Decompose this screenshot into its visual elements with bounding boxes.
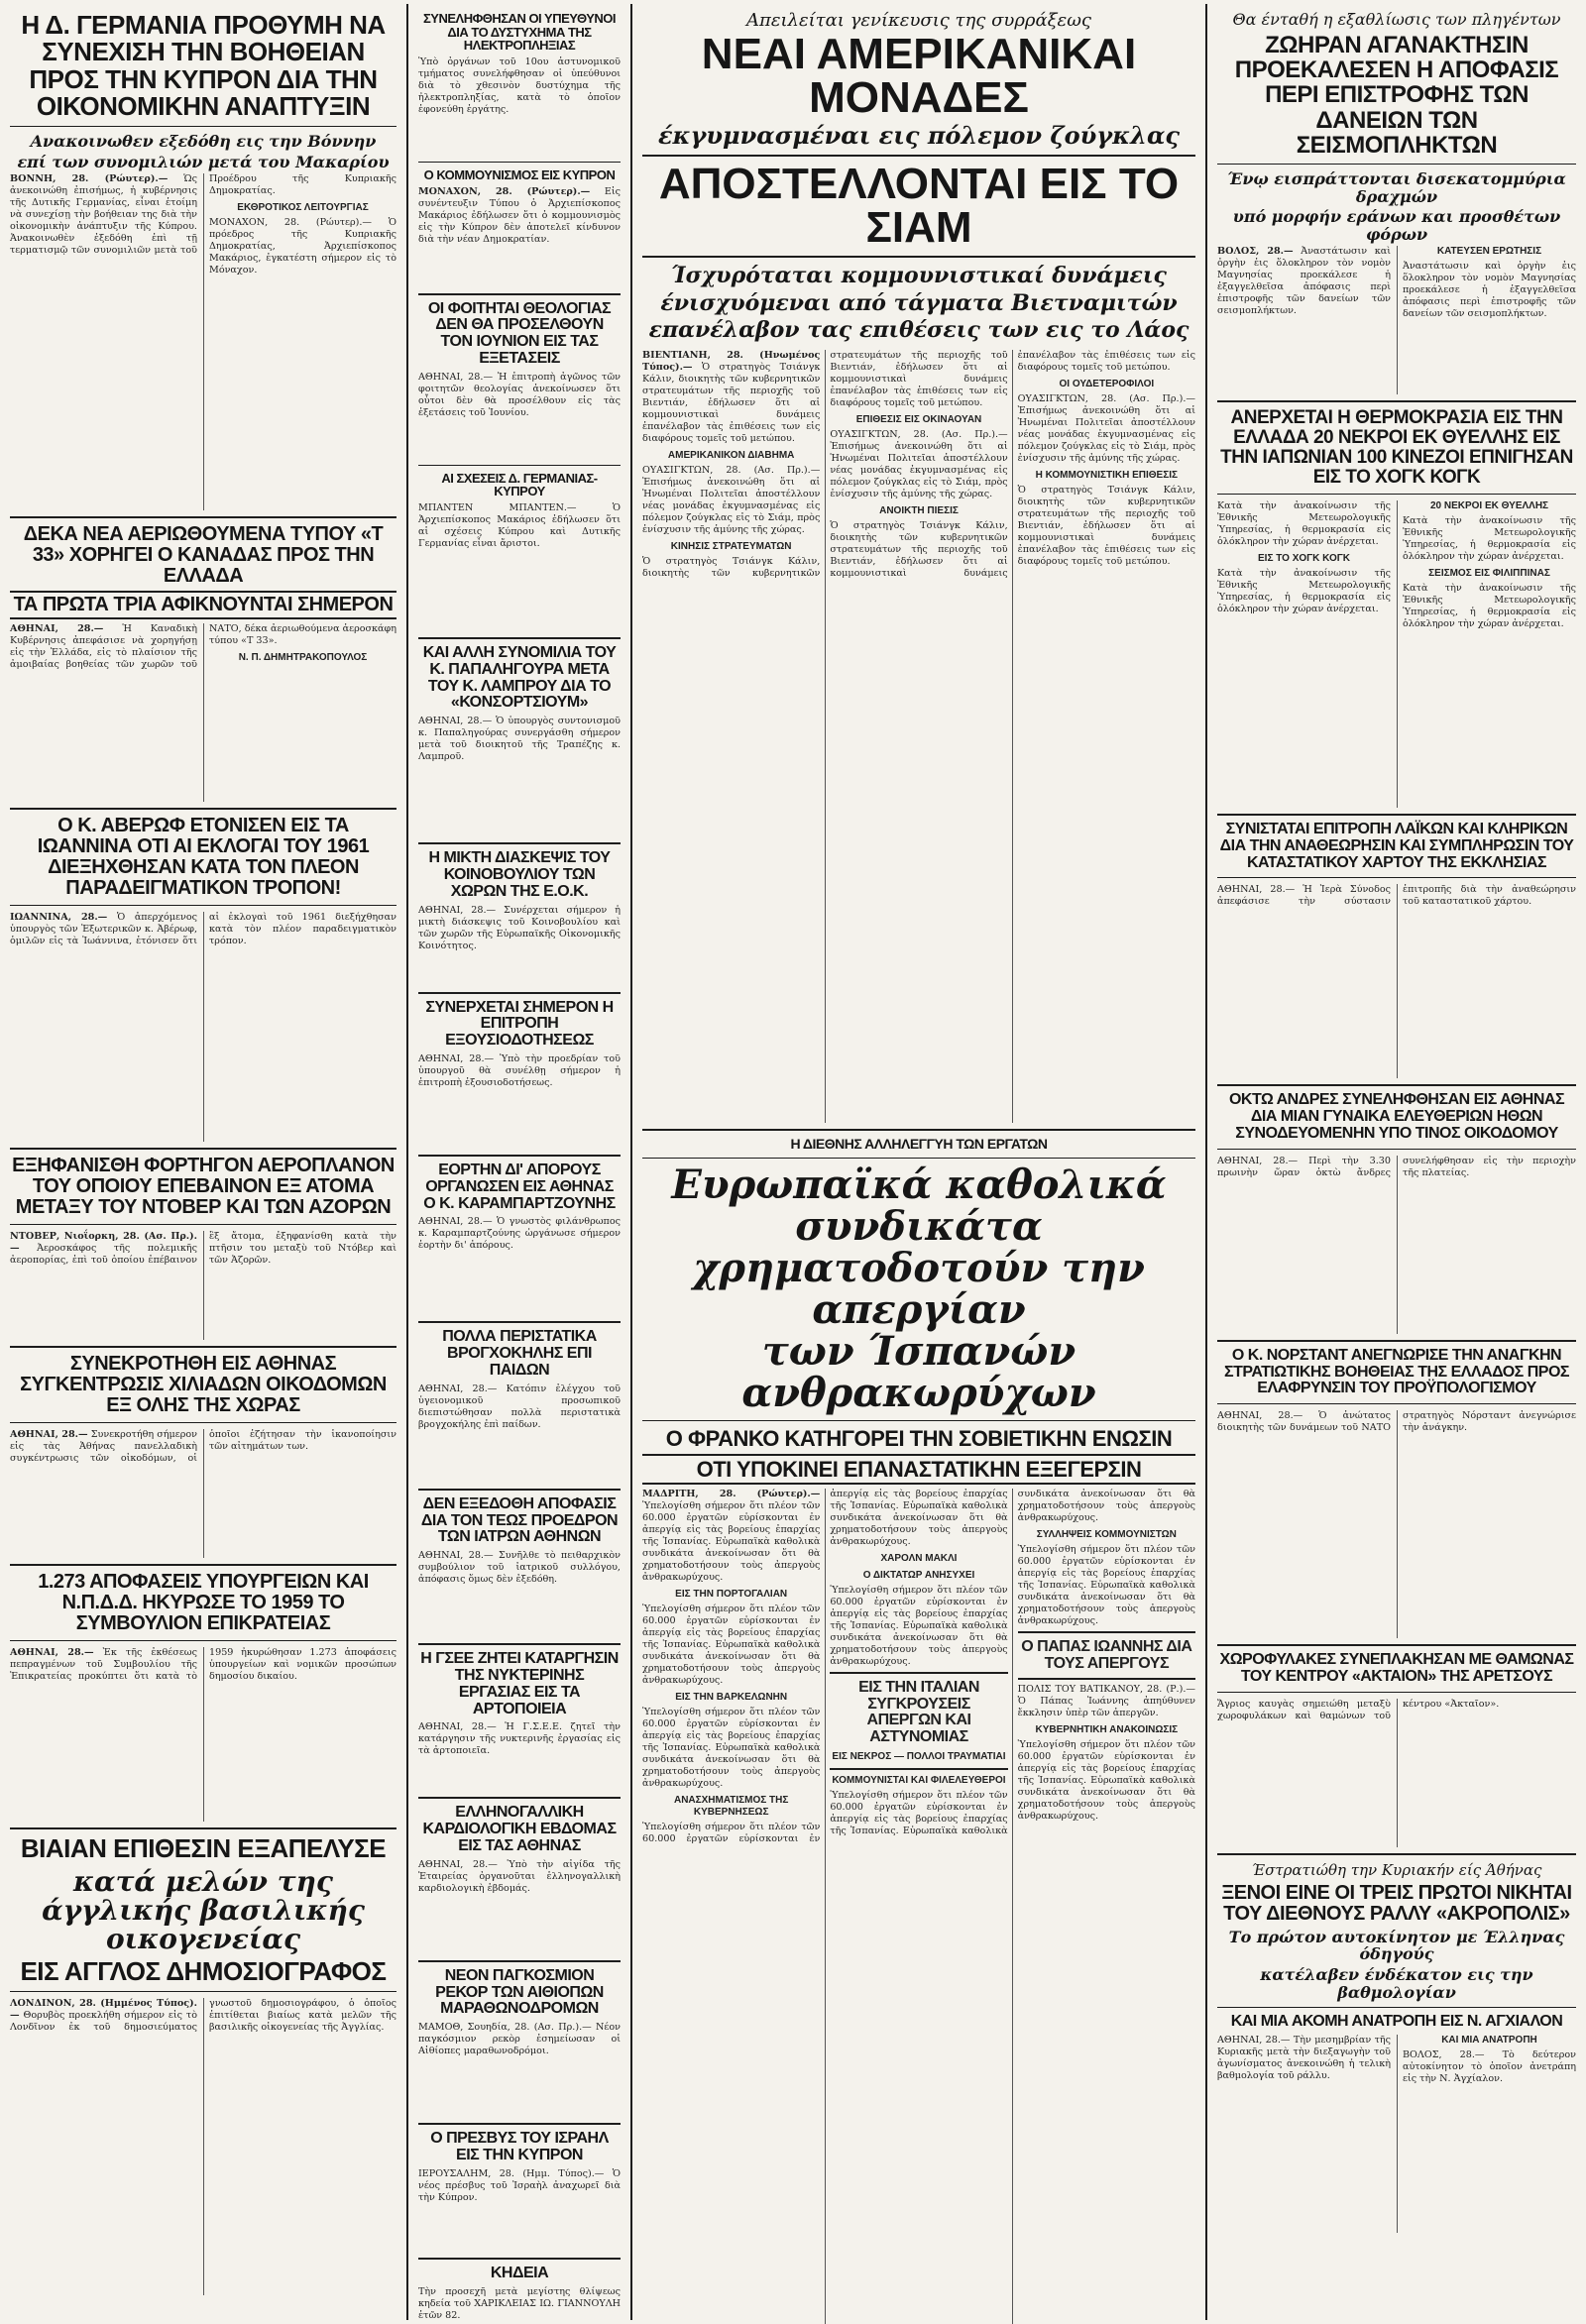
article-text: Τὴν προσεχῆ μετὰ μεγίστης θλίψεως κηδεία τοῦ ΧΑΡΙΚΛΕΙΑΣ ΙΩ. ΓΙΑΝΝΟΥΛΗ ἐτῶν 82. — [418, 2285, 621, 2321]
article-text: ΑΘΗΝΑΙ, 28.— Ἐκ τῆς ἐκθέσεως πεπραγμένων τοῦ Συμβουλίου τῆς Ἐπικρατείας προκύπτει ὅτι κατὰ τὸ 1959 ἠκυρώθησαν 1.273 ἀποφάσεις ὑπουργείων καὶ νομικῶν προσώπων δημοσίου δικαίου. — [10, 1647, 396, 1683]
headline: ΠΟΛΛΑ ΠΕΡΙΣΤΑΤΙΚΑ ΒΡΟΓΧΟΚΗΛΗΣ ΕΠΙ ΠΑΙΔΩΝ — [442, 1328, 597, 1379]
article-text: ΜΠΑΝΤΕΝ ΜΠΑΝΤΕΝ.— Ὁ Ἀρχιεπίσκοπος Μακάριος ἐδήλωσεν ὅτι αἱ σχέσεις Κύπρου καὶ Δυτικῆς Γερμανίας εἶναι ἄριστοι. — [418, 502, 621, 550]
subheadline: Ίσχυρόταται κομμουνιστικαί δυνάμεις — [671, 263, 1167, 289]
column-left — [0, 0, 406, 2324]
headline-germany-cyprus: Η Δ. ΓΕΡΜΑΝΙΑ ΠΡΟΘΥΜΗ ΝΑ ΣΥΝΕΧΙΣΗ ΤΗΝ ΒΟΗΘΕΙΑΝ ΠΡΟΣ ΤΗΝ ΚΥΠΡΟΝ ΔΙΑ ΤΗΝ ΟΙΚΟΝΟΜΙΚΗΝ ΑΝΑΠΤΥΞΙΝ — [21, 10, 386, 121]
article-text: Ἄγριος καυγὰς σημειώθη μεταξὺ χωροφυλάκων καὶ θαμώνων τοῦ κέντρου «Ἀκταῖον». — [1217, 1698, 1500, 1721]
subheadline: ΟΤΙ ΥΠΟΚΙΝΕΙ ΕΠΑΝΑΣΤΑΤΙΚΗΝ ΕΞΕΓΕΡΣΙΝ — [696, 1456, 1142, 1482]
subheadline: Ένῳ εισπράττονται δισεκατομμύρια δραχμών — [1227, 168, 1566, 206]
headline: Η ΓΣΕΕ ΖΗΤΕΙ ΚΑΤΑΡΓΗΣΙΝ ΤΗΣ ΝΥΚΤΕΡΙΝΗΣ ΕΡΓΑΣΙΑΣ ΕΙΣ ΤΑ ΑΡΤΟΠΟΙΕΙΑ — [420, 1650, 619, 1717]
headline-script: κατά μελών της άγγλικής βασιλικής οικογενείας — [42, 1864, 365, 1956]
headline: Ο ΚΟΜΜΟΥΝΙΣΜΟΣ ΕΙΣ ΚΥΠΡΟΝ — [423, 166, 616, 182]
headline: Η ΜΙΚΤΗ ΔΙΑΣΚΕΨΙΣ ΤΟΥ ΚΟΙΝΟΒΟΥΛΙΟΥ ΤΩΝ ΧΩΡΩΝ ΤΗΣ Ε.Ο.Κ. — [428, 849, 611, 900]
headline: ΕΛΛΗΝΟΓΑΛΛΙΚΗ ΚΑΡΔΙΟΛΟΓΙΚΗ ΕΒΔΟΜΑΣ ΕΙΣ ΤΑΣ ΑΘΗΝΑΣ — [422, 1804, 617, 1854]
headline: ΟΙ ΦΟΙΤΗΤΑΙ ΘΕΟΛΟΓΙΑΣ ΔΕΝ ΘΑ ΠΡΟΣΕΛΘΟΥΝ ΤΟΝ ΙΟΥΝΙΟΝ ΕΙΣ ΤΑΣ ΕΞΕΤΑΣΕΙΣ — [427, 299, 612, 367]
article-text: ΒΟΛΟΣ, 28.— Ἀναστάτωσιν καὶ ὀργὴν ἐις ὅλοκληρον τὸν νομὸν Μαγνησίας προεκάλεσε ἡ ἐξαγγελθεῖσα ἀπόφασις περὶ ἐπιστροφῆς τῶν δανείων τῶν σεισμοπλήκτων. ΚΑΤΕΥΣΕΝ ΕΡΩΤΗΣΙΣ Ἀναστάτωσιν καὶ ὀργὴν ἐις ὅλοκληρον τὸν νομὸν Μαγνησίας προεκάλεσε ἡ ἐξαγγελθεῖσα ἀπόφασις περὶ ἐπιστροφῆς τῶν δανείων τῶν σεισμοπλήκτων. — [1217, 246, 1576, 320]
headline-journalist-attack: ΕΙΣ ΑΓΓΛΟΣ ΔΗΜΟΣΙΟΓΡΑΦΟΣ — [20, 1955, 387, 1986]
headline-acropolis-rally: ΞΕΝΟΙ ΕΙΝΕ ΟΙ ΤΡΕΙΣ ΠΡΩΤΟΙ ΝΙΚΗΤΑΙ ΤΟΥ ΔΙΕΘΝΟΥΣ ΡΑΛΛΥ «ΑΚΡΟΠΟΛΙΣ» — [1221, 1881, 1572, 1925]
headline: ΚΗΔΕΙΑ — [490, 2264, 549, 2281]
headline: Ο ΠΡΕΣΒΥΣ ΤΟΥ ΙΣΡΑΗΛ ΕΙΣ ΤΗΝ ΚΥΠΡΟΝ — [430, 2130, 609, 2163]
kicker: Θα ένταθή η εξαθλίωσις των πληγέντων — [1232, 10, 1561, 29]
kicker: Απειλείται γενίκευσις της συρράξεως — [746, 10, 1091, 31]
subheadline: ένισχυόμεναι από τάγματα Βιετναμιτών — [660, 289, 1178, 316]
headline-unions: Ευρωπαϊκά καθολικά συνδικάτα — [671, 1161, 1167, 1250]
article-text: ΝΤΟΒΕΡ, Νιοΐορκη, 28. (Ασ. Πρ.).— Ἀεροσκάφος τῆς πολεμικῆς ἀεροπορίας, ἐπὶ τοῦ ὁποίου ἐπέβαινον ἓξ ἄτομα, ἐξηφανίσθη κατὰ τὴν πτῆσιν του μεταξὺ τοῦ Ντόβερ καὶ τῶν Ἀζορῶν. — [10, 1231, 396, 1267]
column-right — [1207, 0, 1586, 2324]
article-text: ΑΘΗΝΑΙ, 28.— Ἡ Γ.Σ.Ε.Ε. ζητεῖ τὴν κατάργησιν τῆς νυκτερινῆς ἐργασίας εἰς τὰ ἀρτοποιεῖα. — [418, 1721, 621, 1757]
headline-council-of-state: 1.273 ΑΠΟΦΑΣΕΙΣ ΥΠΟΥΡΓΕΙΩΝ ΚΑΙ Ν.Π.Δ.Δ. ΗΚΥΡΩΣΕ ΤΟ 1959 ΤΟ ΣΥΜΒΟΥΛΙΟΝ ΕΠΙΚΡΑΤΕΙΑΣ — [38, 1571, 369, 1635]
subheadline: υπό μορφήν εράνων και προσθέτων φόρων — [1232, 207, 1561, 244]
headline: ΕΟΡΤΗΝ ΔΙ' ΑΠΟΡΟΥΣ ΟΡΓΑΝΩΣΕΝ ΕΙΣ ΑΘΗΝΑΣ Ο Κ. ΚΑΡΑΜΠΑΡΤΖΟΥΝΗΣ — [423, 1162, 616, 1212]
article-text: ΑΘΗΝΑΙ, 28.— Ὑπὸ τὴν προεδρίαν τοῦ ὑπουργοῦ θὰ συνέλθῃ σήμερον ἡ ἐπιτροπὴ ἐξουσιοδοτήσεως. — [418, 1053, 621, 1088]
headline-eight-men: ΟΚΤΩ ΑΝΔΡΕΣ ΣΥΝΕΛΗΦΘΗΣΑΝ ΕΙΣ ΑΘΗΝΑΣ ΔΙΑ ΜΙΑΝ ΓΥΝΑΙΚΑ ΕΛΕΥΘΕΡΙΩΝ ΗΘΩΝ ΣΥΝΟΔΕΥΟΜΕΝΗΝ ΥΠΟ ΤΙΝΟΣ ΟΙΚΟΔΟΜΟΥ — [1228, 1091, 1565, 1143]
kicker: Έστρατιώθη την Κυριακήν είς Άθήνας — [1251, 1860, 1542, 1879]
headline-journalist-attack: ΒΙΑΙΑΝ ΕΠΙΘΕΣΙΝ ΕΞΑΠΕΛΥΣΕ — [20, 1833, 387, 1864]
article-text: ΜΟΝΑΧΟΝ, 28. (Ρώυτερ).— Εἰς συνέντευξιν Τύπου ὁ Ἀρχιεπίσκοπος Μακάριος ἐδήλωσεν ὅτι ὁ κομμουνισμὸς εἰς τὴν Κύπρον δὲν ἀποτελεῖ κίνδυνον διὰ τὴν νέαν Δημοκρατίαν. — [418, 185, 621, 245]
headline-unions: των Ίσπανών ανθρακωρύχων — [741, 1327, 1096, 1416]
article-text: ΑΘΗΝΑΙ, 28.— Συνεκροτήθη σήμερον εἰς τὰς Ἀθήνας πανελλαδικὴ συγκέντρωσις τῶν οἰκοδόμων, οἱ ὁποῖοι ἐζήτησαν τὴν ἱκανοποίησιν τῶν αἰτημάτων των. — [10, 1429, 396, 1465]
headline: ΔΕΝ ΕΞΕΔΟΘΗ ΑΠΟΦΑΣΙΣ ΔΙΑ ΤΟΝ ΤΕΩΣ ΠΡΟΕΔΡΟΝ ΤΩΝ ΙΑΤΡΩΝ ΑΘΗΝΩΝ — [420, 1494, 619, 1546]
article-text: ΜΑΔΡΙΤΗ, 28. (Ρώυτερ).— Ὑπελογίσθη σήμερον ὅτι πλέον τῶν 60.000 ἐργατῶν εὑρίσκονται ἐν ἀπεργίᾳ εἰς τὰς βορείους ἐπαρχίας τῆς Ἱσπανίας. Εὐρωπαϊκὰ καθολικὰ συνδικάτα ἀνεκοίνωσαν ὅτι θὰ χρηματοδοτήσουν τοὺς ἀπεργοὺς ἀνθρακωρύχους. ΕΙΣ ΤΗΝ ΠΟΡΤΟΓΑΛΙΑΝ Ὑπελογίσθη σήμερον ὅτι πλέον τῶν 60.000 ἐργατῶν εὑρίσκονται ἐν ἀπεργίᾳ εἰς τὰς βορείους ἐπαρχίας τῆς Ἱσπανίας. Εὐρωπαϊκὰ καθολικὰ συνδικάτα ἀνεκοίνωσαν ὅτι θὰ χρηματοδοτήσουν τοὺς ἀπεργοὺς ἀνθρακωρύχους. ΕΙΣ ΤΗΝ ΒΑΡΚΕΛΩΝΗΝ Ὑπελογίσθη σήμερον ὅτι πλέον τῶν 60.000 ἐργατῶν εὑρίσκονται ἐν ἀπεργίᾳ εἰς τὰς βορείους ἐπαρχίας τῆς Ἱσπανίας. Εὐρωπαϊκὰ καθολικὰ συνδικάτα ἀνεκοίνωσαν ὅτι θὰ χρηματοδοτήσουν τοὺς ἀπεργοὺς ἀνθρακωρύχους. ΑΝΑΣΧΗΜΑΤΙΣΜΟΣ ΤΗΣ ΚΥΒΕΡΝΗΣΕΩΣ Ὑπελογίσθη σήμερον ὅτι πλέον τῶν 60.000 ἐργατῶν εὑρίσκονται ἐν ἀπεργίᾳ εἰς τὰς βορείους ἐπαρχίας τῆς Ἱσπανίας. Εὐρωπαϊκὰ καθολικὰ συνδικάτα ἀνεκοίνωσαν ὅτι θὰ χρηματοδοτήσουν τοὺς ἀπεργοὺς ἀνθρακωρύχους. ΧΑΡΟΛΝ ΜΑΚΛΙ Ο ΔΙΚΤΑΤΩΡ ΑΝΗΣΥΧΕΙ Ὑπελογίσθη σήμερον ὅτι πλέον τῶν 60.000 ἐργατῶν εὑρίσκονται ἐν ἀπεργίᾳ εἰς τὰς βορείους ἐπαρχίας τῆς Ἱσπανίας. Εὐρωπαϊκὰ καθολικὰ συνδικάτα ἀνεκοίνωσαν ὅτι θὰ χρηματοδοτήσουν τοὺς ἀπεργοὺς ἀνθρακωρύχους. ΕΙΣ ΤΗΝ ΙΤΑΛΙΑΝ ΣΥΓΚΡΟΥΣΕΙΣ ΑΠΕΡΓΩΝ ΚΑΙ ΑΣΤΥΝΟΜΙΑΣ ΕΙΣ ΝΕΚΡΟΣ — ΠΟΛΛΟΙ ΤΡΑΥΜΑΤΙΑΙ ΚΟΜΜΟΥΝΙΣΤΑΙ ΚΑΙ ΦΙΛΕΛΕΥΘΕΡΟΙ Ὑπελογίσθη σήμερον ὅτι πλέον τῶν 60.000 ἐργατῶν εὑρίσκονται ἐν ἀπεργίᾳ εἰς τὰς βορείους ἐπαρχίας τῆς Ἱσπανίας. Εὐρωπαϊκὰ καθολικὰ συνδικάτα ἀνεκοίνωσαν ὅτι θὰ χρηματοδοτήσουν τοὺς ἀπεργοὺς ἀνθρακωρύχους. ΣΥΛΛΗΨΕΙΣ ΚΟΜΜΟΥΝΙΣΤΩΝ Ὑπελογίσθη σήμερον ὅτι πλέον τῶν 60.000 ἐργατῶν εὑρίσκονται ἐν ἀπεργίᾳ εἰς τὰς βορείους ἐπαρχίας τῆς Ἱσπανίας. Εὐρωπαϊκὰ καθολικὰ συνδικάτα ἀνεκοίνωσαν ὅτι θὰ χρηματοδοτήσουν τοὺς ἀπεργοὺς ἀνθρακωρύχους. Ο ΠΑΠΑΣ ΙΩΑΝΝΗΣ ΔΙΑ ΤΟΥΣ ΑΠΕΡΓΟΥΣ ΠΟΛΙΣ ΤΟΥ ΒΑΤΙΚΑΝΟΥ, 28. (Ρ.).— Ὁ Πάπας Ἰωάννης ἀπηύθυνεν ἔκκλησιν ὑπὲρ τῶν ἀπεργῶν. ΚΥΒΕΡΝΗΤΙΚΗ ΑΝΑΚΟΙΝΩΣΙΣ Ὑπελογίσθη σήμερον ὅτι πλέον τῶν 60.000 ἐργατῶν εὑρίσκονται ἐν ἀπεργίᾳ εἰς τὰς βορείους ἐπαρχίας τῆς Ἱσπανίας. Εὐρωπαϊκὰ καθολικὰ συνδικάτα ἀνεκοίνωσαν ὅτι θὰ χρηματοδοτήσουν τοὺς ἀπεργοὺς ἀνθρακωρύχους. — [642, 1488, 1195, 1844]
headline-earthquake-loans: ΖΩΗΡΑΝ ΑΓΑΝΑΚΤΗΣΙΝ ΠΡΟΕΚΑΛΕΣΕΝ Η ΑΠΟΦΑΣΙΣ ΠΕΡΙ ΕΠΙΣΤΡΟΦΗΣ ΤΩΝ ΔΑΝΕΙΩΝ ΤΩΝ ΣΕΙΣΜΟΠΛΗΚΤΩΝ — [1234, 32, 1559, 159]
article-text: ΙΕΡΟΥΣΑΛΗΜ, 28. (Ημμ. Τύπος).— Ὁ νέος πρέσβυς τοῦ Ἰσραὴλ ἀναχωρεῖ διὰ τὴν Κύπρον. — [418, 2167, 621, 2203]
headline-norstad: Ο Κ. ΝΟΡΣΤΑΝΤ ΑΝΕΓΝΩΡΙΣΕ ΤΗΝ ΑΝΑΓΚΗΝ ΣΤΡΑΤΙΩΤΙΚΗΣ ΒΟΗΘΕΙΑΣ ΤΗΣ ΕΛΛΑΔΟΣ ΠΡΟΣ ΕΛΑΦΡΥΝΣΙΝ ΤΟΥ ΠΡΟΫΠΟΛΟΓΙΣΜΟΥ — [1223, 1346, 1569, 1397]
subheadline: ΤΑ ΠΡΩΤΑ ΤΡΙΑ ΑΦΙΚΝΟΥΝΤΑΙ ΣΗΜΕΡΟΝ — [13, 594, 394, 616]
column-second — [408, 0, 630, 2324]
headline: ΚΑΙ ΑΛΛΗ ΣΥΝΟΜΙΛΙΑ ΤΟΥ Κ. ΠΑΠΑΛΗΓΟΥΡΑ ΜΕΤΑ ΤΟΥ Κ. ΛΑΜΠΡΟΥ ΔΙΑ ΤΟ «ΚΟΝΣΟΡΤΣΙΟΥΜ» — [422, 644, 617, 712]
article-text: ΑΘΗΝΑΙ, 28.— Ὁ γνωστὸς φιλάνθρωπος κ. Καραμπαρτζούνης ὠργάνωσε σήμερον ἑορτὴν δι' ἀπόρους. — [418, 1216, 621, 1252]
article-text: ΜΑΜΟΘ, Σουηδία, 28. (Ασ. Πρ.).— Νέον παγκόσμιον ρεκὸρ ἐσημείωσαν οἱ Αἰθίοπες μαραθωνοδρόμοι. — [418, 2022, 621, 2057]
article-text: ΒΟΝΝΗ, 28. (Ρώυτερ).— Ὡς ἀνεκοινώθη ἐπισήμως, ἡ κυβέρνησις τῆς Δυτικῆς Γερμανίας, εἶναι ἑτοίμη νὰ συνεχίσῃ τὴν βοήθειαν της διὰ τὴν οἰκονομικὴν ἀνάπτυξιν τῆς Κύπρου. Ἀνακοινωθὲν ἐξεδόθη ἐπὶ τῇ τερματισμῷ τῶν συνομιλιῶν μετὰ τοῦ Προέδρου τῆς Κυπριακῆς Δημοκρατίας. ΕΚΘΡΟΤΙΚΟΣ ΛΕΙΤΟΥΡΓΙΑΣ ΜΟΝΑΧΟΝ, 28. (Ρώυτερ).— Ὁ πρόεδρος τῆς Κυπριακῆς Δημοκρατίας, Ἀρχιεπίσκοπος Μακάριος, ἐγκατέστη σήμερον εἰς τὸ Μόναχον. — [10, 173, 396, 277]
subheadline: επί των συνομιλιών μετά του Μακαρίου — [17, 152, 390, 171]
article-text: ΙΩΑΝΝΙΝΑ, 28.— Ὁ ἀπερχόμενος ὑπουργὸς τῶν Ἐξωτερικῶν κ. Ἀβέρωφ, ὁμιλῶν εἰς τὰ Ἰωάννινα, ἐτόνισεν ὅτι αἱ ἐκλογαὶ τοῦ 1961 διεξήχθησαν κατὰ τὸν πλέον παραδειγματικὸν τρόπον. — [10, 912, 396, 947]
headline-aircraft-missing: ΕΞΗΦΑΝΙΣΘΗ ΦΟΡΤΗΓΟΝ ΑΕΡΟΠΛΑΝΟΝ ΤΟΥ ΟΠΟΙΟΥ ΕΠΕΒΑΙΝΟΝ ΕΞ ΑΤΟΜΑ ΜΕΤΑΞΥ ΤΟΥ ΝΤΟΒΕΡ ΚΑΙ ΤΩΝ ΑΖΟΡΩΝ — [12, 1155, 395, 1219]
headline: ΣΥΝΕΛΗΦΘΗΣΑΝ ΟΙ ΥΠΕΥΘΥΝΟΙ ΔΙΑ ΤΟ ΔΥΣΤΥΧΗΜΑ ΤΗΣ ΗΛΕΚΤΡΟΠΛΗΞΙΑΣ — [423, 11, 616, 54]
article-text: ΑΘΗΝΑΙ, 28.— Κατόπιν ἐλέγχου τοῦ ὑγειονομικοῦ προσωπικοῦ διεπιστώθησαν πολλὰ περιστατικὰ βρογχοκήλης ἐπὶ παίδων. — [418, 1383, 621, 1430]
column-center — [632, 0, 1205, 2324]
article-text: ΒΙΕΝΤΙΑΝΗ, 28. (Ηνωμένος Τύπος).— Ὁ στρατηγὸς Τσιάνγκ Κάλιν, διοικητὴς τῶν κυβερνητικῶν στρατευμάτων τῆς περιοχῆς τοῦ Βιεντιάν, ἐδήλωσεν ὅτι αἱ κομμουνιστικαὶ δυνάμεις ἐπανέλαβον τὰς ἐπιθέσεις των εἰς διαφόρους τομεῖς τοῦ μετώπου. ΑΜΕΡΙΚΑΝΙΚΟΝ ΔΙΑΒΗΜΑ ΟΥΑΣΙΓΚΤΩΝ, 28. (Ασ. Πρ.).— Ἐπισήμως ἀνεκοινώθη ὅτι αἱ Ἡνωμέναι Πολιτεῖαι ἀποστέλλουν νέας μονάδας ἐκγυμνασμένας εἰς πόλεμον ζούγκλας εἰς τὸ Σιάμ, πρὸς ἐνίσχυσιν τῆς ἀμύνης τῆς χώρας. ΚΙΝΗΣΙΣ ΣΤΡΑΤΕΥΜΑΤΩΝ Ὁ στρατηγὸς Τσιάνγκ Κάλιν, διοικητὴς τῶν κυβερνητικῶν στρατευμάτων τῆς περιοχῆς τοῦ Βιεντιάν, ἐδήλωσεν ὅτι αἱ κομμουνιστικαὶ δυνάμεις ἐπανέλαβον τὰς ἐπιθέσεις των εἰς διαφόρους τομεῖς τοῦ μετώπου. ΕΠΙΘΕΣΙΣ ΕΙΣ ΟΚΙΝΑΟΥΑΝ ΟΥΑΣΙΓΚΤΩΝ, 28. (Ασ. Πρ.).— Ἐπισήμως ἀνεκοινώθη ὅτι αἱ Ἡνωμέναι Πολιτεῖαι ἀποστέλλουν νέας μονάδας ἐκγυμνασμένας εἰς πόλεμον ζούγκλας εἰς τὸ Σιάμ, πρὸς ἐνίσχυσιν τῆς ἀμύνης τῆς χώρας. ΑΝΟΙΚΤΗ ΠΙΕΣΙΣ Ὁ στρατηγὸς Τσιάνγκ Κάλιν, διοικητὴς τῶν κυβερνητικῶν στρατευμάτων τῆς περιοχῆς τοῦ Βιεντιάν, ἐδήλωσεν ὅτι αἱ κομμουνιστικαὶ δυνάμεις ἐπανέλαβον τὰς ἐπιθέσεις των εἰς διαφόρους τομεῖς τοῦ μετώπου. ΟΙ ΟΥΔΕΤΕΡΟΦΙΛΟΙ ΟΥΑΣΙΓΚΤΩΝ, 28. (Ασ. Πρ.).— Ἐπισήμως ἀνεκοινώθη ὅτι αἱ Ἡνωμέναι Πολιτεῖαι ἀποστέλλουν νέας μονάδας ἐκγυμνασμένας εἰς πόλεμον ζούγκλας εἰς τὸ Σιάμ, πρὸς ἐνίσχυσιν τῆς ἀμύνης τῆς χώρας. Η ΚΟΜΜΟΥΝΙΣΤΙΚΗ ΕΠΙΘΕΣΙΣ Ὁ στρατηγὸς Τσιάνγκ Κάλιν, διοικητὴς τῶν κυβερνητικῶν στρατευμάτων τῆς περιοχῆς τοῦ Βιεντιάν, ἐδήλωσεν ὅτι αἱ κομμουνιστικαὶ δυνάμεις ἐπανέλαβον τὰς ἐπιθέσεις των εἰς διαφόρους τομεῖς τοῦ μετώπου. — [642, 349, 1195, 579]
headline: ΣΥΝΕΡΧΕΤΑΙ ΣΗΜΕΡΟΝ Η ΕΠΙΤΡΟΠΗ ΕΞΟΥΣΙΟΔΟΤΗΣΕΩΣ — [425, 998, 614, 1050]
article-text: ΑΘΗΝΑΙ, 28.— Ἡ Ἱερὰ Σύνοδος ἀπεφάσισε τὴν σύστασιν ἐπιτροπῆς διὰ τὴν ἀναθεώρησιν τοῦ καταστατικοῦ χάρτου. — [1217, 884, 1576, 908]
article-text: ΑΘΗΝΑΙ, 28.— Ὑπὸ τὴν αἰγίδα τῆς Ἑταιρείας ὀργανοῦται ἑλληνογαλλικὴ καρδιολογικὴ ἑβδομάς. — [418, 1858, 621, 1894]
headline-unions: χρηματοδοτούν την απεργίαν — [693, 1244, 1145, 1333]
subheadline: Το πρώτον αυτοκίνητον με Έλληνας όδηγούς — [1228, 1927, 1565, 1964]
headline-canada-jets: ΔΕΚΑ ΝΕΑ ΑΕΡΙΩΘΟΥΜΕΝΑ ΤΥΠΟΥ «Τ 33» ΧΟΡΗΓΕΙ Ο ΚΑΝΑΔΑΣ ΠΡΟΣ ΤΗΝ ΕΛΛΑΔΑ — [23, 523, 384, 588]
article-text: ΑΘΗΝΑΙ, 28.— Τὴν μεσημβρίαν τῆς Κυριακῆς μετὰ τὴν διεξαγωγὴν τοῦ ἀγωνίσματος ἀνεκοινώθη ἡ τελικὴ βαθμολογία τοῦ ράλλυ. ΚΑΙ ΜΙΑ ΑΝΑΤΡΟΠΗ ΒΟΛΟΣ, 28.— Τὸ δεύτερον αὐτοκίνητον τὸ ὁποῖον ἀνετράπη εἰς τὴν Ν. Ἀγχίαλον. — [1217, 2035, 1576, 2084]
article-text: ΛΟΝΔΙΝΟΝ, 28. (Ημμένος Τύπος).— Θορυβὸς προεκλήθη σήμερον εἰς τὸ Λονδῖνον ἐκ τοῦ δημοσιεύματος γνωστοῦ δημοσιογράφου, ὁ ὁποῖος ἐπιτίθεται βιαίως κατὰ μελῶν τῆς βασιλικῆς οἰκογενείας τῆς Ἀγγλίας. — [10, 1998, 396, 2034]
headline-to-siam: ΑΠΟΣΤΕΛΛΟΝΤΑΙ ΕΙΣ ΤΟ ΣΙΑΜ — [658, 160, 1180, 253]
subheadline: Ο ΦΡΑΝΚΟ ΚΑΤΗΓΟΡΕΙ ΤΗΝ ΣΟΒΙΕΤΙΚΗΝ ΕΝΩΣΙΝ — [665, 1425, 1173, 1451]
article-text: ΑΘΗΝΑΙ, 28.— Ἡ ἐπιτροπὴ ἀγῶνος τῶν φοιτητῶν θεολογίας ἀνεκοίνωσεν ὅτι οὗτοι δὲν θὰ προσέλθουν εἰς τὰς ἐξετάσεις τοῦ Ἰουνίου. — [418, 371, 621, 418]
headline-american-units: ΝΕΑΙ ΑΜΕΡΙΚΑΝΙΚΑΙ ΜΟΝΑΔΕΣ — [701, 30, 1137, 122]
article-text: ΑΘΗΝΑΙ, 28.— Περὶ τὴν 3.30 πρωινὴν ὥραν ὀκτὼ ἄνδρες συνελήφθησαν εἰς τὴν περιοχὴν τῆς πλατείας. — [1217, 1155, 1576, 1178]
subheadline: κατέλαβεν ένδέκατον εις την βαθμολογίαν — [1260, 1965, 1533, 2002]
article-text: ΑΘΗΝΑΙ, 28.— Συνέρχεται σήμερον ἡ μικτὴ διάσκεψις τοῦ Κοινοβουλίου καὶ τῶν χωρῶν τῆς Εὐρωπαϊκῆς Οἰκονομικῆς Κοινότητος. — [418, 904, 621, 951]
headline-gendarmes: ΧΩΡΟΦΥΛΑΚΕΣ ΣΥΝΕΠΛΑΚΗΣΑΝ ΜΕ ΘΑΜΩΝΑΣ ΤΟΥ ΚΕΝΤΡΟΥ «ΑΚΤΑΙΟΝ» ΤΗΣ ΑΡΕΤΣΟΥΣ — [1219, 1651, 1574, 1686]
article-text: ΑΘΗΝΑΙ, 28.— Ἡ Καναδικὴ Κυβέρνησις ἀπεφάσισε νὰ χορηγήσῃ εἰς τὴν Ἑλλάδα, εἰς τὸ πλαίσιον τῆς ἀμοιβαίας βοηθείας τῶν χωρῶν τοῦ ΝΑΤΟ, δέκα ἀεριωθούμενα ἀεροσκάφη τύπου «Τ 33». Ν. Π. ΔΗΜΗΤΡΑΚΟΠΟΥΛΟΣ — [10, 623, 396, 671]
article-text: ΑΘΗΝΑΙ, 28.— Συνῆλθε τὸ πειθαρχικὸν συμβούλιον τοῦ ἰατρικοῦ συλλόγου, ἀπόφασις ὅμως δὲν ἐξεδόθη. — [418, 1550, 621, 1586]
kicker: Η ΔΙΕΘΝΗΣ ΑΛΛΗΛΕΓΓΥΗ ΤΩΝ ΕΡΓΑΤΩΝ — [790, 1135, 1048, 1152]
headline-church-charter: ΣΥΝΙΣΤΑΤΑΙ ΕΠΙΤΡΟΠΗ ΛΑΪΚΩΝ ΚΑΙ ΚΛΗΡΙΚΩΝ ΔΙΑ ΤΗΝ ΑΝΑΘΕΩΡΗΣΙΝ ΚΑΙ ΣΥΜΠΛΗΡΩΣΙΝ ΤΟΥ ΚΑΤΑΣΤΑΤΙΚΟΥ ΧΑΡΤΟΥ ΤΗΣ ΕΚΚΛΗΣΙΑΣ — [1219, 821, 1574, 871]
headline: ΑΙ ΣΧΕΣΕΙΣ Δ. ΓΕΡΜΑΝΙΑΣ-ΚΥΠΡΟΥ — [441, 470, 598, 499]
headline: ΝΕΟΝ ΠΑΓΚΟΣΜΙΟΝ ΡΕΚΟΡ ΤΩΝ ΑΙΘΙΟΠΩΝ ΜΑΡΑΘΩΝΟΔΡΟΜΩΝ — [435, 1966, 604, 2018]
headline-anchialos: ΚΑΙ ΜΙΑ ΑΚΟΜΗ ΑΝΑΤΡΟΠΗ ΕΙΣ Ν. ΑΓΧΙΑΛΟΝ — [1230, 2013, 1563, 2031]
headline-builders: ΣΥΝΕΚΡΟΤΗΘΗ ΕΙΣ ΑΘΗΝΑΣ ΣΥΓΚΕΝΤΡΩΣΙΣ ΧΙΛΙΑΔΩΝ ΟΙΚΟΔΟΜΩΝ ΕΞ ΟΛΗΣ ΤΗΣ ΧΩΡΑΣ — [20, 1353, 387, 1417]
article-text: ΑΘΗΝΑΙ, 28.— Ὁ ἀνώτατος διοικητὴς τῶν δυνάμεων τοῦ ΝΑΤΟ στρατηγὸς Νόρσταντ ἀνεγνώρισε τὴν ἀνάγκην. — [1217, 1410, 1576, 1434]
article-text: Κατὰ τὴν ἀνακοίνωσιν τῆς Ἐθνικῆς Μετεωρολογικῆς Ὑπηρεσίας, ἡ θερμοκρασία εἰς ὁλόκληρον τὴν χώραν ἀνέρχεται. ΕΙΣ ΤΟ ΧΟΓΚ ΚΟΓΚ Κατὰ τὴν ἀνακοίνωσιν τῆς Ἐθνικῆς Μετεωρολογικῆς Ὑπηρεσίας, ἡ θερμοκρασία εἰς ὁλόκληρον τὴν χώραν ἀνέρχεται. 20 ΝΕΚΡΟΙ ΕΚ ΘΥΕΛΛΗΣ Κατὰ τὴν ἀνακοίνωσιν τῆς Ἐθνικῆς Μετεωρολογικῆς Ὑπηρεσίας, ἡ θερμοκρασία εἰς ὁλόκληρον τὴν χώραν ἀνέρχεται. ΣΕΙΣΜΟΣ ΕΙΣ ΦΙΛΙΠΠΙΝΑΣ Κατὰ τὴν ἀνακοίνωσιν τῆς Ἐθνικῆς Μετεωρολογικῆς Ὑπηρεσίας, ἡ θερμοκρασία εἰς ὁλόκληρον τὴν χώραν ἀνέρχεται. — [1217, 500, 1576, 630]
headline-averof: Ο Κ. ΑΒΕΡΩΦ ΕΤΟΝΙΣΕΝ ΕΙΣ ΤΑ ΙΩΑΝΝΙΝΑ ΟΤΙ ΑΙ ΕΚΛΟΓΑΙ ΤΟΥ 1961 ΔΙΕΞΗΧΘΗΣΑΝ ΚΑΤΑ ΤΟΝ ΠΛΕΟΝ ΠΑΡΑΔΕΙΓΜΑΤΙΚΟΝ ΤΡΟΠΟΝ! — [37, 815, 370, 900]
subheadline: έκγυμνασμέναι εις πόλεμον ζούγκλας — [657, 121, 1181, 150]
article-text: Ὑπὸ ὀργάνων τοῦ 10ου ἀστυνομικοῦ τμήματος συνελήφθησαν οἱ ὑπεύθυνοι διὰ τὸ χθεσινὸν δυστύχημα τῆς ἠλεκτροπληξίας, κατὰ τὸ ὁποῖον ἐφονεύθη ἐργάτης. — [418, 55, 621, 115]
subheadline: Ανακοινωθεν εξεδόθη εις την Βόννην — [30, 132, 377, 152]
subheadline: επανέλαβον τας επιθέσεις των εις το Λάος — [648, 316, 1190, 343]
headline-heat-storm: ΑΝΕΡΧΕΤΑΙ Η ΘΕΡΜΟΚΡΑΣΙΑ ΕΙΣ ΤΗΝ ΕΛΛΑΔΑ 20 ΝΕΚΡΟΙ ΕΚ ΘΥΕΛΛΗΣ ΕΙΣ ΤΗΝ ΙΑΠΩΝΙΑΝ 100 ΚΙΝΕΖΟΙ ΕΠΝΙΓΗΣΑΝ ΕΙΣ ΤΟ ΧΟΓΚ ΚΟΓΚ — [1220, 407, 1573, 489]
article-text: ΑΘΗΝΑΙ, 28.— Ὁ ὑπουργὸς συντονισμοῦ κ. Παπαληγούρας συνεργάσθη σήμερον μετὰ τοῦ διοικητοῦ τῆς Τραπέζης κ. Λαμπροῦ. — [418, 716, 621, 763]
